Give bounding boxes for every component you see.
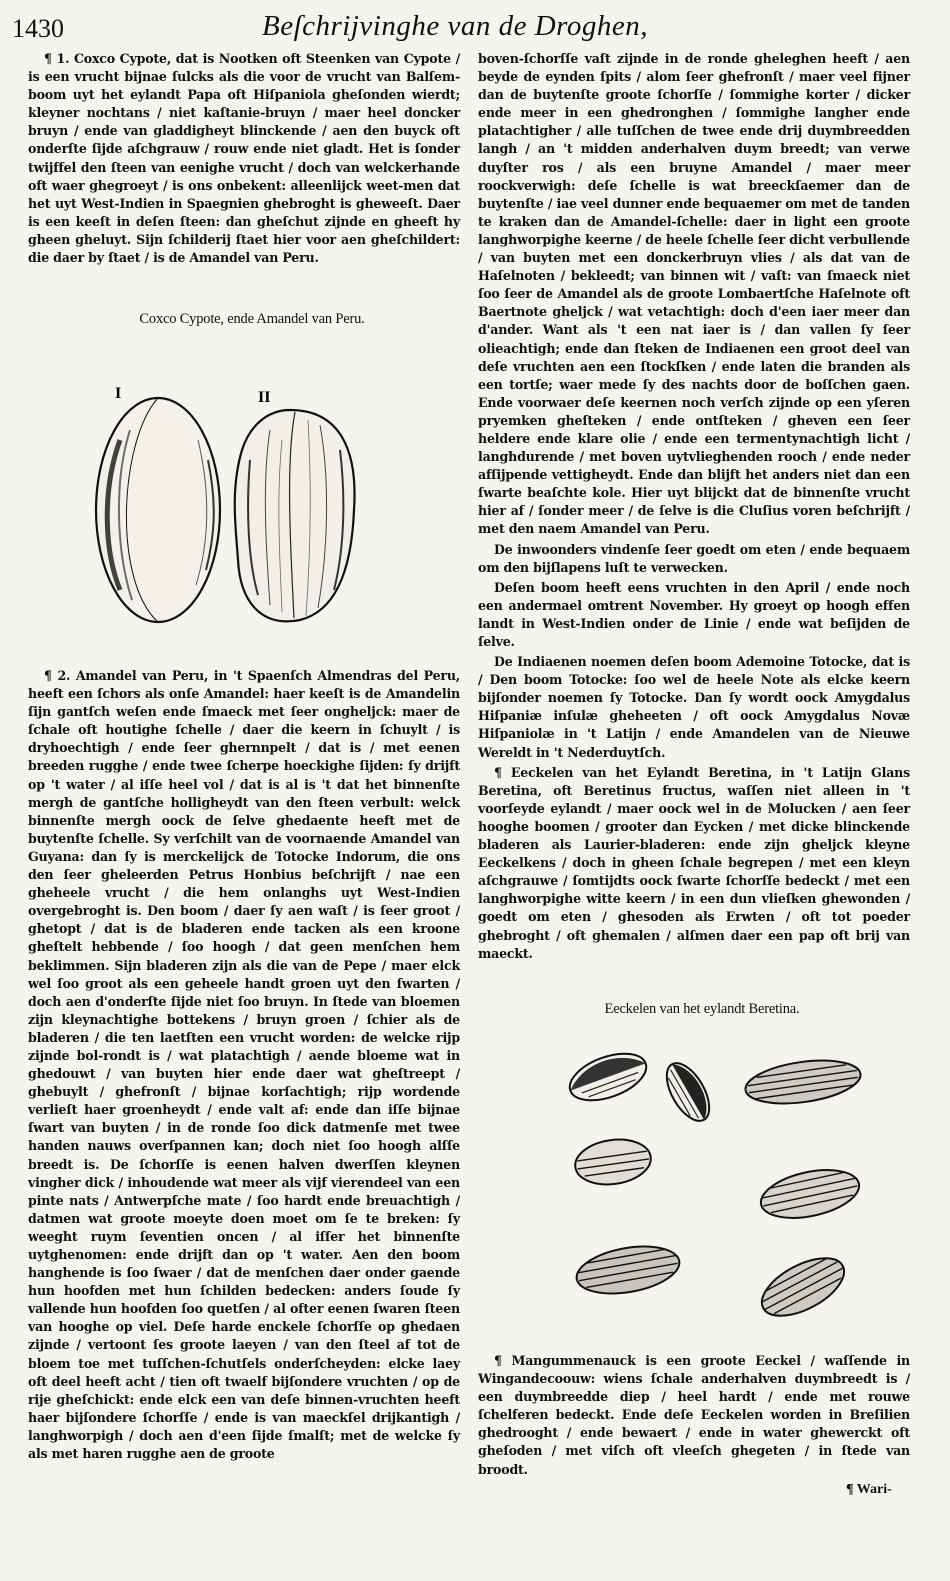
figure-2-caption: Eeckelen van het eylandt Beretina. [604, 1001, 800, 1017]
figure-1-label-right: II [258, 389, 271, 406]
figure-2-caption-block [478, 1000, 910, 1020]
beretina-acorns-drawing [548, 1022, 878, 1347]
paragraph-indiaenen-namen: De Indiaenen noemen deſen boom Ademoine Totocke, dat is / Den boom Totocke: ſoo wel de heele Note als elcke keern bijſonder noemen ſy Totocke. Dan ſy wordt oock Amygdalus Hiſpaniæ inſulæ gheheeten / oft oock Amygdalus Novæ Hiſpaniolæ in 't Latijn / ende Amandelen van de Nieuwe Wereldt in 't Nederduytſch. [478, 654, 910, 760]
paragraph-mangummenauck: ¶ Mangummenauck is een groote Eeckel / waſſende in Wingandecoouw: wiens ſchale anderhalven duymbreedt is / een duymbreedde diep / heel hardt / ende met rouwe ſchelferen bedeckt. Ende deſe Eeckelen worden in Breſilien ghedrooght / ende bewaert / ende in water ghewerckt oft gheſoden / met viſch oft vleeſch ghegeten / in ſtede van broodt. [478, 1353, 910, 1477]
paragraph-amandel-van-peru: ¶ 2. Amandel van Peru, in 't Spaenſch Almendras del Peru, heeft een ſchors als onſe Amandel: haer keeſt is de Amandelin ſijn gantſch weſen ende ſmaeck met ſeer ongheljck: maer de ſchale oft houtighe ſchelle / daer die keern in ſchuylt / is dryhoechtigh / ende ſeer ghernnpelt / dat is / met eenen breeden rugghe / ende twee ſcherpe hoeckighe ſijden: ſy drijft op 't water / al iſſe heel vol / dat is al is 't dat het binnenſte mergh de gantſche holligheydt van den ſteen verbult: welck binnenſte mergh oock de ſelve ghedaente heeft met de buytenſte ſchelle. Sy verſchilt van de voornaende Amandel van Guyana: dan ſy is merckelijck de Totocke Indorum, die ons den ſeer gheleerden Petrus Honbius beſchrijft / nae een gheheele vrucht / die hem onlanghs uyt West-Indien overgebroght is. Den boom / daer ſy aen waſt / is ſeer groot / ghetopt / dat is de bladeren ende tacken als een kroone gheſtelt hebbende / ſoo hoogh / dat geen menſchen hem beklimmen. Sijn bladeren zijn als die van de Pepe / maer elck wel ſoo groot als een geheele handt groen uyt den ſwarten / doch aen d'onderſte ſijde niet ſoo bruyn. In ſtede van bloemen zijn kleynachtighe bottekens / bruyn groen / ſchier als de bladeren / die ten laetſten een vrucht worden: de welcke rijp zijnde bol-rondt is / wat platachtigh / aende bloeme wat in ghedouwt / van buyten hier ende daer wat gheſtreept / ghebuylt / ghefronſt / bijnae korſachtigh; rijp wordende verlieſt haer groenheydt / ende valt af: ende dan iſſe bijnae ſwart van buyten / in de ronde ſoo dick datmenſe met twee handen nauws overſpannen kan; doch niet ſoo hoogh alſſe breedt is. De ſchorſſe is eenen halven dwerſſen kleynen vingher dick / inhoudende wat meer als vijf vierendeel van een pinte nats / Antwerpſche mate / ſoo hardt ende breuachtigh / datmen wat groote moeyte doen moet om ſe te breken: ſy weeght ruym ſeventien oncen / al iſſer het binnenſte uytghenomen: ende drijft dan op 't water. Aen den boom hanghende is ſoo ſwaer / dat de menſchen daer onder gaende hun hoofden met hun ſchilden bedecken: anders ſoude ſy vallende hun hoofden ſoo quetſen / al ofter eenen ſwaren ſteen van hooghe op viel. Deſe harde enckele ſchorſſe op ghedaen zijnde / vertoont ſes groote laeyen / van den ſteel af tot de bloem toe met tuſſchen-ſchutſels onderſcheyden: elcke laey oft deel heeft acht / tien oft twaelf bijſondere vruchten / op de rije gheſchickt: ende elck een van deſe binnen-vruchten heeft haer bijſondere ſchorſſe / ende is van maeckſel drijkantigh / langhworpigh / doch aen d'een ſijde ſmalſt; met de welcke ſy als met haren rugghe aen de groote [28, 668, 460, 1462]
right-column-section-3 [478, 1352, 910, 1481]
paragraph-inwoonders: De inwoonders vindenſe ſeer goedt om eten / ende bequaem om den bijſlapens luſt te verwecken. [478, 541, 910, 575]
paragraph-boom-vruchten: Deſen boom heeft eens vruchten in den April / ende noch een andermael omtrent November. Hy groeyt op hoogh effen landt in West-Indien onder de Linie / ende wat beſijden de ſelve. [478, 579, 910, 649]
paragraph-coxco-cypote: ¶ 1. Coxco Cypote, dat is Nootken oft Steenken van Cypote / is een vrucht bijnae ſulcks als die voor de vrucht van Balſem-boom uyt het eylandt Papa oft Hiſpaniola gheſonden wierdt; kleyner nochtans / niet kaſtanie-bruyn / maer heel doncker bruyn / ende van gladdigheyt blinckende / aen den buyck oft onderſte ſijde aſchgrauw / rouw ende niet gladt. Het is ſonder twijffel den ſteen van eenighe vrucht / doch van welckerhande oft waer ghegroeyt / is ons onbekent: alleenlijck weet-men dat het uyt West-Indien in Spaegnien ghebroght is gheweeſt. Daer is een keeſt in deſen ſteen: dan gheſchut zijnde en gheeft hy gheen gheluyt. Sijn ſchilderij ſtaet hier voor aen gheſchildert: die daer by ſtaet / is de Amandel van Peru. [28, 51, 460, 266]
left-column-section-2 [28, 667, 460, 1465]
seed-two-icon [235, 410, 355, 621]
catchword: ¶ Wari- [846, 1482, 892, 1497]
left-column-section-1 [28, 50, 460, 269]
running-header: Beſchrijvinghe van de Droghen, [262, 10, 648, 42]
figure-1-label-left: I [115, 385, 122, 402]
coxco-cypote-and-almond-drawing [90, 380, 360, 638]
right-column-text [478, 50, 910, 965]
figure-2-illustration [548, 1022, 878, 1347]
acorn-icon [564, 1045, 864, 1328]
figure-1-caption-block [28, 310, 460, 338]
figure-1-caption: Coxco Cypote, ende Amandel van Peru. [139, 311, 365, 327]
page-number: 1430 [12, 14, 64, 43]
paragraph-eeckelen-beretina: ¶ Eeckelen van het Eylandt Beretina, in 't Latijn Glans Beretina, oft Beretinus fructus, waſſen niet alleen in 't voorſeyde eylandt / maer oock wel in de Molucken / aen ſeer hooghe boomen / grooter dan Eycken / met dicke blinckende bladeren als Laurier-bladeren: ende zijn gheljck kleyne Eeckelkens / doch in gheen ſchale begrepen / met een kleyn aſchgrauwe / ſomtijdts oock ſwarte ſchorſſe bedeckt / met een langhworpighe witte keern / in een dun vlieſken ghewonden / goedt om eten / ghesoden als Erwten / oft tot poeder ghebroght / oft ghemalen / alſmen daer een pap oft brij van maeckt. [478, 764, 910, 961]
paragraph-amandel-continued: boven-ſchorſſe vaſt zijnde in de ronde gheleghen heeft / aen beyde de eynden ſpits / alom ſeer ghefronſt / maer veel fijner dan de buytenſte groote ſchorſſe / ſommighe korter / dicker ende meer in een ghedronghen / ſommighe langher ende platachtigher / alle tuſſchen de twee ende drij duymbreedden langh / an 't midden anderhalven duym breedt; van verwe duyſter ros / als een bruyne Amandel / maer meer roockverwigh: deſe ſchelle is wat breeckſaemer dan de buytenſte / iae veel dunner ende bequaemer om met de tanden te kraken dan de Amandel-ſchelle: daer in light een groote langhworpighe keerne / de heele ſchelle ſeer dicht verbullende / van buyten met een donckerbruyn vlies / als dat van de Haſelnoten / bekleedt; van binnen wit / vaſt: van ſmaeck niet ſoo ſeer de Amandel als de groote Lombaertſche Haſelnote oft Baertnote gheljck / wat vetachtigh: doch d'een iaer meer dan d'ander. Want als 't een nat iaer is / dan vallen ſy ſeer olieachtigh; ende dan ſteken de Indiaenen een groot deel van deſe vruchten aen een ſtockſken / ende laten die branden als een tortſe; waer mede ſy des nachts door de boſſchen gaen. Ende voorwaer deſe keernen noch verſch zijnde op een yſeren pryemken gheſteken / ende ontſteken / gheven een ſeer heldere ende klare olie / ende een termentynachtigh licht / langhdurende / met boven uytvlieghenden rooch / ende neder afſijpende vettigheydt. Ende dan blijft het anders niet dan een ſwarte beaſchte kole. Hier uyt blijckt dat de binnenſte vrucht hier af / ſonder meer / de ſelve is die Cluſius voren beſchrijft / met den naem Amandel van Peru. [478, 51, 910, 537]
figure-1-illustration [90, 380, 360, 638]
seed-one-icon [96, 398, 220, 622]
